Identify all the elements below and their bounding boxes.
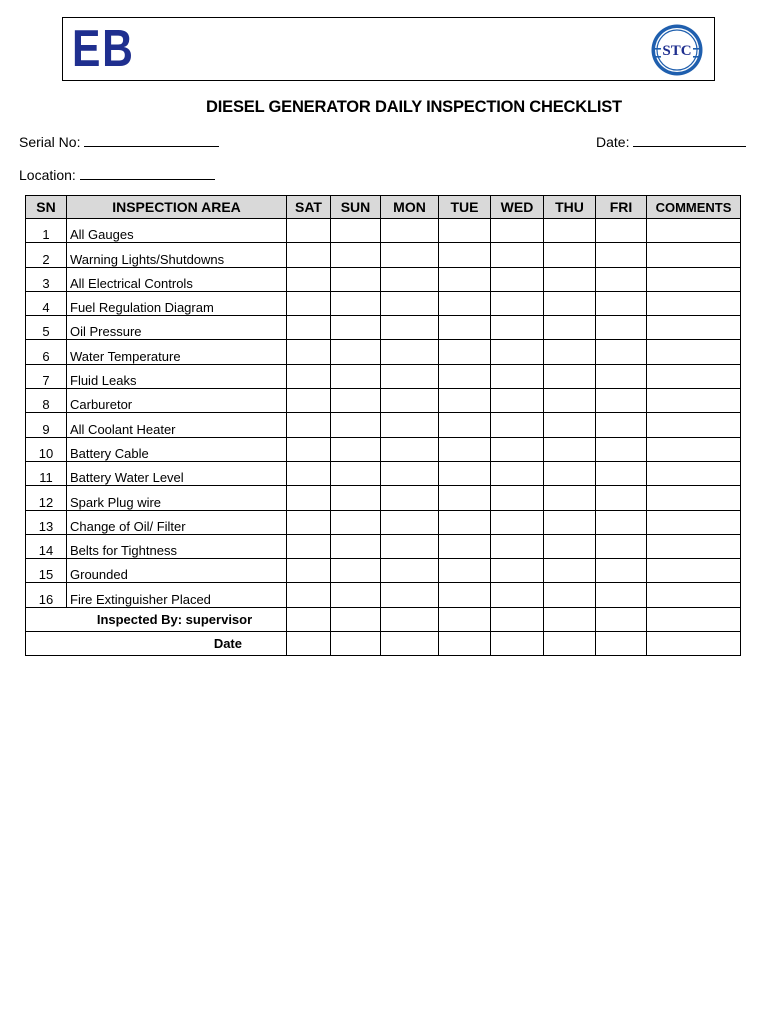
check-cell-fri[interactable]	[596, 291, 647, 315]
row-sn: 15	[26, 559, 67, 583]
table-row	[26, 340, 741, 364]
check-cell-comments[interactable]	[647, 413, 741, 437]
table-row	[26, 486, 741, 510]
row-inspection-area: Belts for Tightness	[67, 534, 287, 558]
check-cell-comments[interactable]	[647, 316, 741, 340]
check-cell-mon[interactable]	[381, 291, 439, 315]
row-inspection-area: Fire Extinguisher Placed	[67, 583, 287, 607]
row-inspection-area: All Coolant Heater	[67, 413, 287, 437]
check-cell-sat[interactable]	[287, 583, 331, 607]
row-inspection-area: Grounded	[67, 559, 287, 583]
check-cell-fri[interactable]	[596, 559, 647, 583]
check-cell-mon[interactable]	[381, 510, 439, 534]
row-sn: 8	[26, 389, 67, 413]
row-inspection-area: Battery Water Level	[67, 461, 287, 485]
check-cell-fri[interactable]	[596, 583, 647, 607]
check-cell-wed[interactable]	[491, 291, 544, 315]
check-cell-sat[interactable]	[287, 389, 331, 413]
date-label: Date:	[596, 134, 630, 150]
row-inspection-area: Warning Lights/Shutdowns	[67, 243, 287, 267]
check-cell-thu[interactable]	[544, 364, 596, 388]
check-cell-comments[interactable]	[647, 486, 741, 510]
check-cell-thu[interactable]	[544, 219, 596, 243]
check-cell-sat[interactable]	[287, 243, 331, 267]
inspection-date-label: Date	[26, 631, 287, 655]
row-sn: 12	[26, 486, 67, 510]
check-cell-fri[interactable]	[596, 340, 647, 364]
check-cell-fri[interactable]	[596, 534, 647, 558]
check-cell-tue[interactable]	[439, 389, 491, 413]
check-cell-thu[interactable]	[544, 316, 596, 340]
check-cell-tue[interactable]	[439, 291, 491, 315]
check-cell-wed[interactable]	[491, 413, 544, 437]
row-sn: 3	[26, 267, 67, 291]
check-cell-mon[interactable]	[381, 461, 439, 485]
table-row	[26, 389, 741, 413]
check-cell-thu[interactable]	[544, 510, 596, 534]
check-cell-tue[interactable]	[439, 437, 491, 461]
table-header-row	[26, 196, 741, 219]
column-header-inspection-area: INSPECTION AREA	[67, 196, 287, 219]
check-cell-fri[interactable]	[596, 219, 647, 243]
svg-text:STC: STC	[662, 43, 692, 59]
check-cell-sun[interactable]	[331, 534, 381, 558]
check-cell-sun[interactable]	[331, 267, 381, 291]
check-cell-wed[interactable]	[491, 389, 544, 413]
check-cell-mon[interactable]	[381, 243, 439, 267]
check-cell-mon[interactable]	[381, 364, 439, 388]
check-cell-fri[interactable]	[596, 267, 647, 291]
row-sn: 11	[26, 461, 67, 485]
table-row	[26, 413, 741, 437]
table-row	[26, 461, 741, 485]
row-sn: 13	[26, 510, 67, 534]
column-header-wed: WED	[491, 196, 544, 219]
check-cell-wed[interactable]	[491, 437, 544, 461]
table-row	[26, 291, 741, 315]
check-cell-sun[interactable]	[331, 559, 381, 583]
row-inspection-area: Change of Oil/ Filter	[67, 510, 287, 534]
check-cell-sun[interactable]	[331, 243, 381, 267]
serial-no-blank[interactable]	[84, 134, 219, 147]
column-header-sat: SAT	[287, 196, 331, 219]
check-cell-fri[interactable]	[596, 243, 647, 267]
check-cell-mon[interactable]	[381, 219, 439, 243]
check-cell-thu[interactable]	[544, 291, 596, 315]
signature-cell-sun[interactable]	[331, 607, 381, 631]
check-cell-wed[interactable]	[491, 486, 544, 510]
check-cell-comments[interactable]	[647, 340, 741, 364]
check-cell-tue[interactable]	[439, 486, 491, 510]
table-row	[26, 267, 741, 291]
check-cell-sun[interactable]	[331, 437, 381, 461]
check-cell-thu[interactable]	[544, 559, 596, 583]
check-cell-thu[interactable]	[544, 437, 596, 461]
check-cell-tue[interactable]	[439, 559, 491, 583]
check-cell-tue[interactable]	[439, 583, 491, 607]
check-cell-fri[interactable]	[596, 413, 647, 437]
check-cell-mon[interactable]	[381, 486, 439, 510]
serial-no-label: Serial No:	[19, 134, 81, 150]
serial-no-field[interactable]	[19, 134, 219, 150]
check-cell-sun[interactable]	[331, 291, 381, 315]
check-cell-sat[interactable]	[287, 559, 331, 583]
check-cell-wed[interactable]	[491, 534, 544, 558]
check-cell-sun[interactable]	[331, 340, 381, 364]
table-row	[26, 219, 741, 243]
check-cell-sun[interactable]	[331, 364, 381, 388]
row-inspection-area: Fuel Regulation Diagram	[67, 291, 287, 315]
check-cell-wed[interactable]	[491, 219, 544, 243]
check-cell-tue[interactable]	[439, 267, 491, 291]
table-row	[26, 364, 741, 388]
check-cell-tue[interactable]	[439, 219, 491, 243]
check-cell-comments[interactable]	[647, 437, 741, 461]
check-cell-thu[interactable]	[544, 413, 596, 437]
inspection-date-row	[26, 631, 741, 655]
column-header-sn: SN	[26, 196, 67, 219]
eb-logo: EB	[72, 20, 135, 78]
check-cell-tue[interactable]	[439, 316, 491, 340]
inspected-by-row	[26, 607, 741, 631]
table-row	[26, 437, 741, 461]
location-blank[interactable]	[80, 167, 215, 180]
inspection-checklist-table	[25, 195, 741, 656]
check-cell-sat[interactable]	[287, 364, 331, 388]
check-cell-mon[interactable]	[381, 316, 439, 340]
check-cell-sun[interactable]	[331, 461, 381, 485]
check-cell-wed[interactable]	[491, 316, 544, 340]
row-sn: 7	[26, 364, 67, 388]
check-cell-fri[interactable]	[596, 364, 647, 388]
row-inspection-area: All Gauges	[67, 219, 287, 243]
check-cell-sat[interactable]	[287, 413, 331, 437]
check-cell-tue[interactable]	[439, 510, 491, 534]
row-sn: 4	[26, 291, 67, 315]
check-cell-thu[interactable]	[544, 389, 596, 413]
row-inspection-area: All Electrical Controls	[67, 267, 287, 291]
date-cell-wed[interactable]	[491, 631, 544, 655]
check-cell-sat[interactable]	[287, 510, 331, 534]
row-inspection-area: Spark Plug wire	[67, 486, 287, 510]
location-field[interactable]	[19, 167, 215, 183]
check-cell-comments[interactable]	[647, 291, 741, 315]
row-inspection-area: Water Temperature	[67, 340, 287, 364]
date-field[interactable]	[596, 134, 746, 150]
date-cell-sat[interactable]	[287, 631, 331, 655]
signature-cell-sat[interactable]	[287, 607, 331, 631]
check-cell-comments[interactable]	[647, 364, 741, 388]
row-sn: 5	[26, 316, 67, 340]
check-cell-tue[interactable]	[439, 413, 491, 437]
table-row	[26, 559, 741, 583]
check-cell-tue[interactable]	[439, 534, 491, 558]
check-cell-wed[interactable]	[491, 267, 544, 291]
row-sn: 1	[26, 219, 67, 243]
check-cell-sun[interactable]	[331, 486, 381, 510]
check-cell-comments[interactable]	[647, 534, 741, 558]
table-row	[26, 316, 741, 340]
check-cell-thu[interactable]	[544, 340, 596, 364]
check-cell-tue[interactable]	[439, 243, 491, 267]
check-cell-mon[interactable]	[381, 413, 439, 437]
date-cell-mon[interactable]	[381, 631, 439, 655]
check-cell-fri[interactable]	[596, 316, 647, 340]
check-cell-thu[interactable]	[544, 486, 596, 510]
stc-logo-icon	[650, 23, 704, 77]
check-cell-thu[interactable]	[544, 534, 596, 558]
check-cell-sat[interactable]	[287, 534, 331, 558]
date-cell-sun[interactable]	[331, 631, 381, 655]
row-sn: 6	[26, 340, 67, 364]
row-inspection-area: Battery Cable	[67, 437, 287, 461]
check-cell-comments[interactable]	[647, 583, 741, 607]
check-cell-tue[interactable]	[439, 340, 491, 364]
location-label: Location:	[19, 167, 76, 183]
table-row	[26, 243, 741, 267]
date-cell-fri[interactable]	[596, 631, 647, 655]
column-header-thu: THU	[544, 196, 596, 219]
check-cell-mon[interactable]	[381, 583, 439, 607]
check-cell-sat[interactable]	[287, 267, 331, 291]
check-cell-mon[interactable]	[381, 267, 439, 291]
check-cell-wed[interactable]	[491, 340, 544, 364]
check-cell-thu[interactable]	[544, 583, 596, 607]
check-cell-sun[interactable]	[331, 583, 381, 607]
check-cell-fri[interactable]	[596, 486, 647, 510]
check-cell-sat[interactable]	[287, 340, 331, 364]
column-header-sun: SUN	[331, 196, 381, 219]
check-cell-comments[interactable]	[647, 219, 741, 243]
check-cell-sun[interactable]	[331, 389, 381, 413]
signature-cell-fri[interactable]	[596, 607, 647, 631]
check-cell-wed[interactable]	[491, 461, 544, 485]
row-inspection-area: Carburetor	[67, 389, 287, 413]
check-cell-mon[interactable]	[381, 389, 439, 413]
row-inspection-area: Fluid Leaks	[67, 364, 287, 388]
check-cell-comments[interactable]	[647, 267, 741, 291]
check-cell-sat[interactable]	[287, 486, 331, 510]
inspected-by-label: Inspected By: supervisor	[26, 607, 287, 631]
column-header-fri: FRI	[596, 196, 647, 219]
row-sn: 9	[26, 413, 67, 437]
check-cell-sun[interactable]	[331, 219, 381, 243]
check-cell-fri[interactable]	[596, 510, 647, 534]
check-cell-mon[interactable]	[381, 559, 439, 583]
check-cell-wed[interactable]	[491, 364, 544, 388]
table-row	[26, 534, 741, 558]
check-cell-comments[interactable]	[647, 510, 741, 534]
check-cell-tue[interactable]	[439, 364, 491, 388]
date-cell-comments[interactable]	[647, 631, 741, 655]
row-sn: 2	[26, 243, 67, 267]
check-cell-sat[interactable]	[287, 291, 331, 315]
check-cell-sun[interactable]	[331, 316, 381, 340]
letterhead	[62, 17, 715, 81]
check-cell-thu[interactable]	[544, 267, 596, 291]
row-sn: 10	[26, 437, 67, 461]
signature-cell-wed[interactable]	[491, 607, 544, 631]
check-cell-wed[interactable]	[491, 510, 544, 534]
check-cell-wed[interactable]	[491, 559, 544, 583]
column-header-comments: COMMENTS	[647, 196, 741, 219]
table-row	[26, 510, 741, 534]
check-cell-thu[interactable]	[544, 243, 596, 267]
row-sn: 16	[26, 583, 67, 607]
check-cell-wed[interactable]	[491, 243, 544, 267]
check-cell-sat[interactable]	[287, 316, 331, 340]
check-cell-thu[interactable]	[544, 461, 596, 485]
check-cell-sat[interactable]	[287, 461, 331, 485]
check-cell-tue[interactable]	[439, 461, 491, 485]
date-cell-tue[interactable]	[439, 631, 491, 655]
signature-cell-thu[interactable]	[544, 607, 596, 631]
check-cell-fri[interactable]	[596, 461, 647, 485]
check-cell-mon[interactable]	[381, 534, 439, 558]
column-header-tue: TUE	[439, 196, 491, 219]
date-cell-thu[interactable]	[544, 631, 596, 655]
page-title: DIESEL GENERATOR DAILY INSPECTION CHECKLIST	[206, 98, 622, 116]
check-cell-mon[interactable]	[381, 437, 439, 461]
check-cell-sun[interactable]	[331, 413, 381, 437]
row-inspection-area: Oil Pressure	[67, 316, 287, 340]
check-cell-fri[interactable]	[596, 437, 647, 461]
row-sn: 14	[26, 534, 67, 558]
date-blank[interactable]	[633, 134, 746, 147]
signature-cell-mon[interactable]	[381, 607, 439, 631]
signature-cell-comments[interactable]	[647, 607, 741, 631]
check-cell-fri[interactable]	[596, 389, 647, 413]
check-cell-wed[interactable]	[491, 583, 544, 607]
check-cell-sat[interactable]	[287, 437, 331, 461]
column-header-mon: MON	[381, 196, 439, 219]
check-cell-mon[interactable]	[381, 340, 439, 364]
check-cell-comments[interactable]	[647, 559, 741, 583]
table-row	[26, 583, 741, 607]
signature-cell-tue[interactable]	[439, 607, 491, 631]
check-cell-comments[interactable]	[647, 461, 741, 485]
check-cell-comments[interactable]	[647, 243, 741, 267]
check-cell-sun[interactable]	[331, 510, 381, 534]
check-cell-comments[interactable]	[647, 389, 741, 413]
check-cell-sat[interactable]	[287, 219, 331, 243]
